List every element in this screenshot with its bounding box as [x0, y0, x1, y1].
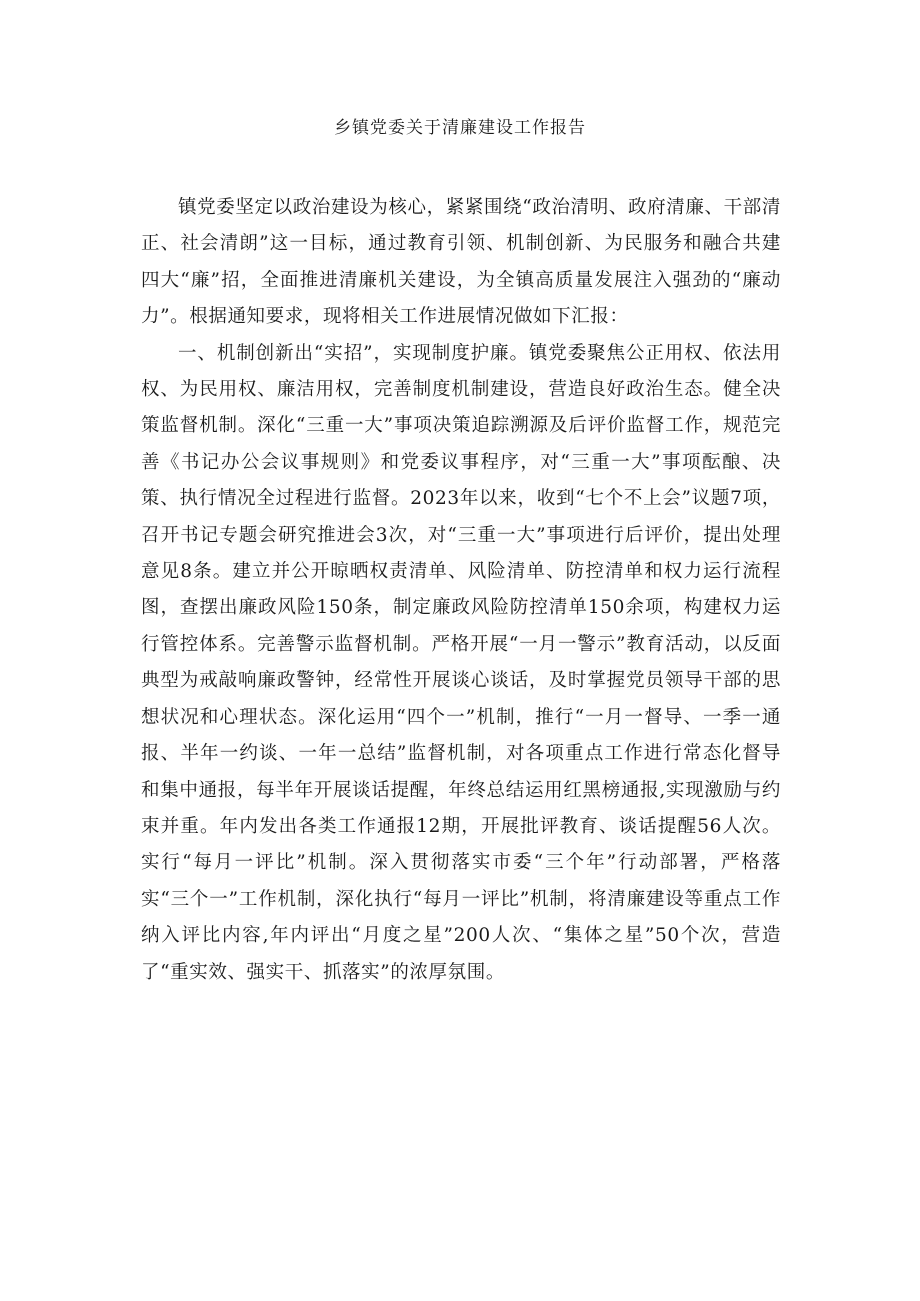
document-body — [141, 190, 781, 991]
paragraph-section-one: 一、机制创新出“实招”，实现制度护廉。镇党委聚焦公正用权、依法用权、为民用权、廉洁用权，完善制度机制建设，营造良好政治生态。健全决策监督机制。深化“三重一大”事项决策追踪溯源及后评价监督工作，规范完善《书记办公会议事规则》和党委议事程序，对“三重一大”事项酝酿、决策、执行情况全过程进行监督。2023年以来，收到“七个不上会”议题7项，召开书记专题会研究推进会3次，对“三重一大”事项进行后评价，提出处理意见8条。建立并公开晾晒权责清单、风险清单、防控清单和权力运行流程图，查摆出廉政风险150条，制定廉政风险防控清单150余项，构建权力运行管控体系。完善警示监督机制。严格开展“一月一警示”教育活动，以反面典型为戒敲响廉政警钟，经常性开展谈心谈话，及时掌握党员领导干部的思想状况和心理状态。深化运用“四个一”机制，推行“一月一督导、一季一通报、半年一约谈、一年一总结”监督机制，对各项重点工作进行常态化督导和集中通报，每半年开展谈话提醒，年终总结运用红黑榜通报,实现激励与约束并重。年内发出各类工作通报12期，开展批评教育、谈话提醒56人次。实行“每月一评比”机制。深入贯彻落实市委“三个年”行动部署，严格落实“三个一”工作机制，深化执行“每月一评比”机制，将清廉建设等重点工作纳入评比内容,年内评出“月度之星”200人次、“集体之星”50个次，营造了“重实效、强实干、抓落实”的浓厚氛围。 — [141, 342, 781, 983]
paragraph-intro: 镇党委坚定以政治建设为核心，紧紧围绕“政治清明、政府清廉、干部清正、社会清朗”这一目标，通过教育引领、机制创新、为民服务和融合共建四大“廉”招，全面推进清廉机关建设，为全镇高质量发展注入强劲的“廉动力”。根据通知要求，现将相关工作进展情况做如下汇报： — [141, 197, 781, 328]
document-title: 乡镇党委关于清廉建设工作报告 — [334, 118, 586, 138]
